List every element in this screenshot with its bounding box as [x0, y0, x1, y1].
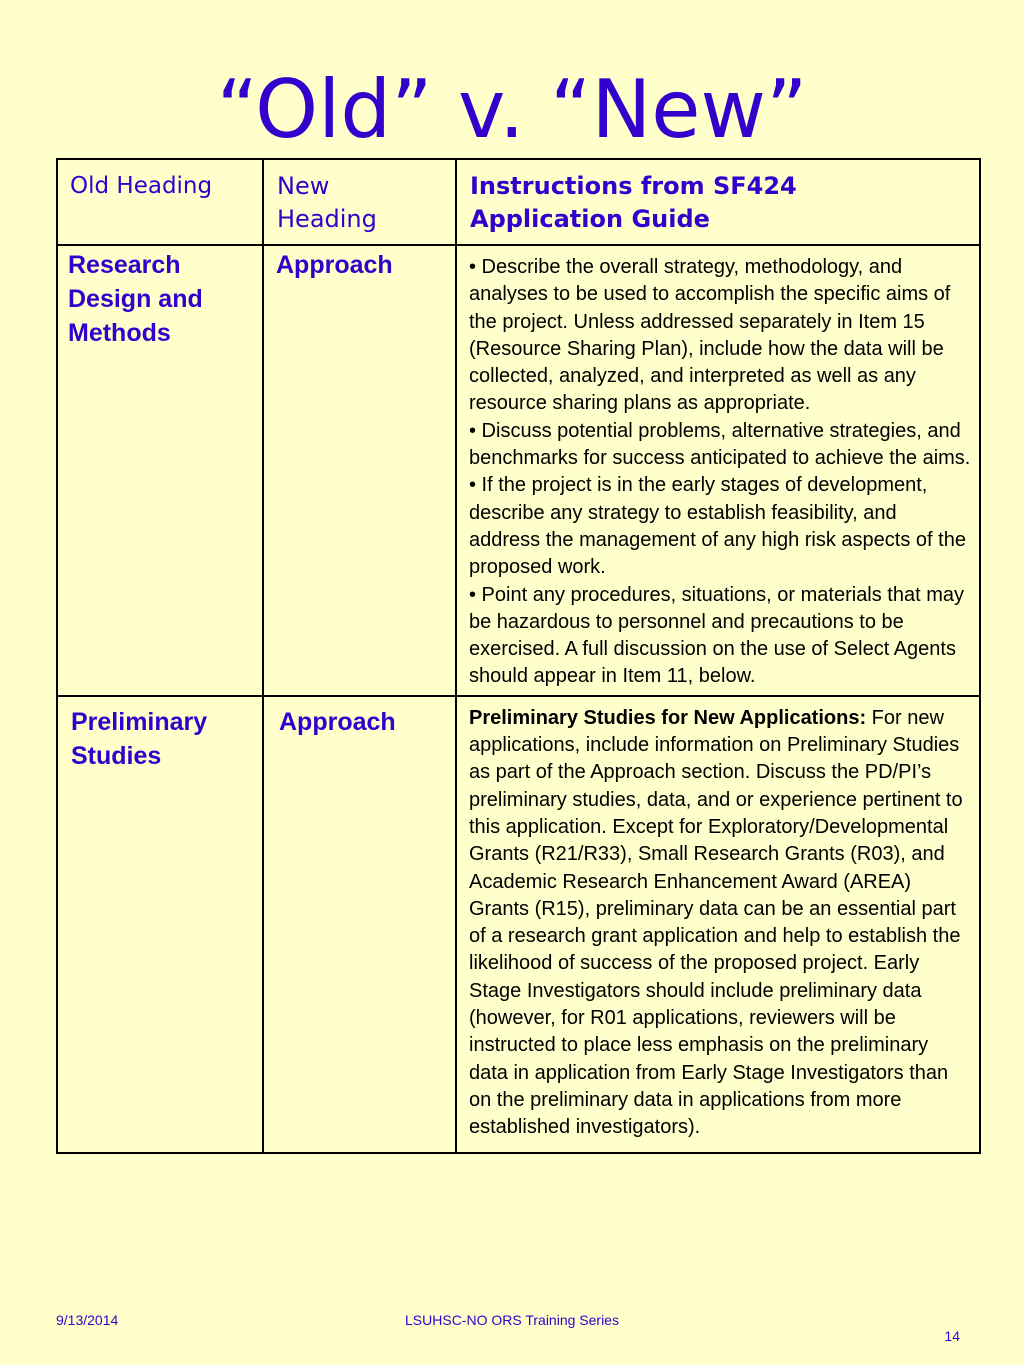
row-old-cell	[57, 696, 263, 1153]
slide-title: “Old” v. “New”	[216, 63, 808, 156]
instructions-text	[457, 246, 979, 695]
old-heading-research-design: Research Design and Methods	[68, 251, 203, 347]
header-new-heading: New Heading	[277, 172, 377, 233]
instruction-bullet: • If the project is in the early stages of development, describe any strategy to establish feasibility, and address the management of any high risk aspects of the proposed work.	[469, 474, 966, 579]
header-cell-new	[263, 159, 456, 245]
instruction-lead: Preliminary Studies for New Applications:	[469, 706, 867, 729]
new-heading-approach: Approach	[276, 251, 393, 279]
old-heading-preliminary-studies: Preliminary Studies	[71, 707, 208, 770]
instruction-bullet: • Discuss potential problems, alternative strategies, and benchmarks for success anticipated to achieve the aims.	[469, 419, 971, 470]
header-cell-old	[57, 159, 263, 245]
row-old-cell	[57, 245, 263, 696]
table-header-row	[57, 159, 980, 245]
table-row	[57, 696, 980, 1153]
page-number: 14	[944, 1328, 960, 1344]
footer-date: 9/13/2014	[56, 1312, 119, 1328]
instruction-bullet: • Point any procedures, situations, or materials that may be hazardous to personnel and precautions to be exercised. A full discussion on the use of Select Agents should appear in Item 11, below.	[469, 583, 965, 688]
new-heading-approach: Approach	[279, 707, 396, 736]
row-new-cell	[263, 696, 456, 1153]
comparison-table	[56, 158, 981, 1154]
row-instructions-cell	[456, 696, 980, 1153]
instruction-paragraph	[469, 705, 971, 1142]
instruction-bullet: • Describe the overall strategy, methodology, and analyses to be used to accomplish the specific aims of the project. Unless addressed separately in Item 15 (Resource Sharing Plan), include how the data will be collected, analyzed, and interpreted as well as any resource sharing plans as appropriate.	[469, 256, 951, 415]
header-cell-instructions	[456, 159, 980, 245]
row-instructions-cell	[456, 245, 980, 696]
footer-series: LSUHSC-NO ORS Training Series	[405, 1312, 619, 1328]
instruction-body: For new applications, include information on Preliminary Studies as part of the Approach section. Discuss the PD/PI’s preliminary studies, data, and or experience pertinent to this application. Except for Exploratory/Developmental Grants (R21/R33), Small Research Grants (R03), and Academic Research Enhancement Award (AREA) Grants (R15), preliminary data can be an essential part of a research grant application and help to establish the likelihood of success of the proposed project. Early Stage Investigators should include preliminary data (however, for R01 applications, reviewers will be instructed to place less emphasis on the preliminary data in application from Early Stage Investigators than on the preliminary data in applications from more established investigators).	[469, 706, 963, 1139]
header-old-heading: Old Heading	[70, 173, 213, 199]
header-instructions: Instructions from SF424 Application Guide	[470, 172, 797, 233]
instructions-text	[457, 697, 979, 1152]
table-row	[57, 245, 980, 696]
row-new-cell	[263, 245, 456, 696]
